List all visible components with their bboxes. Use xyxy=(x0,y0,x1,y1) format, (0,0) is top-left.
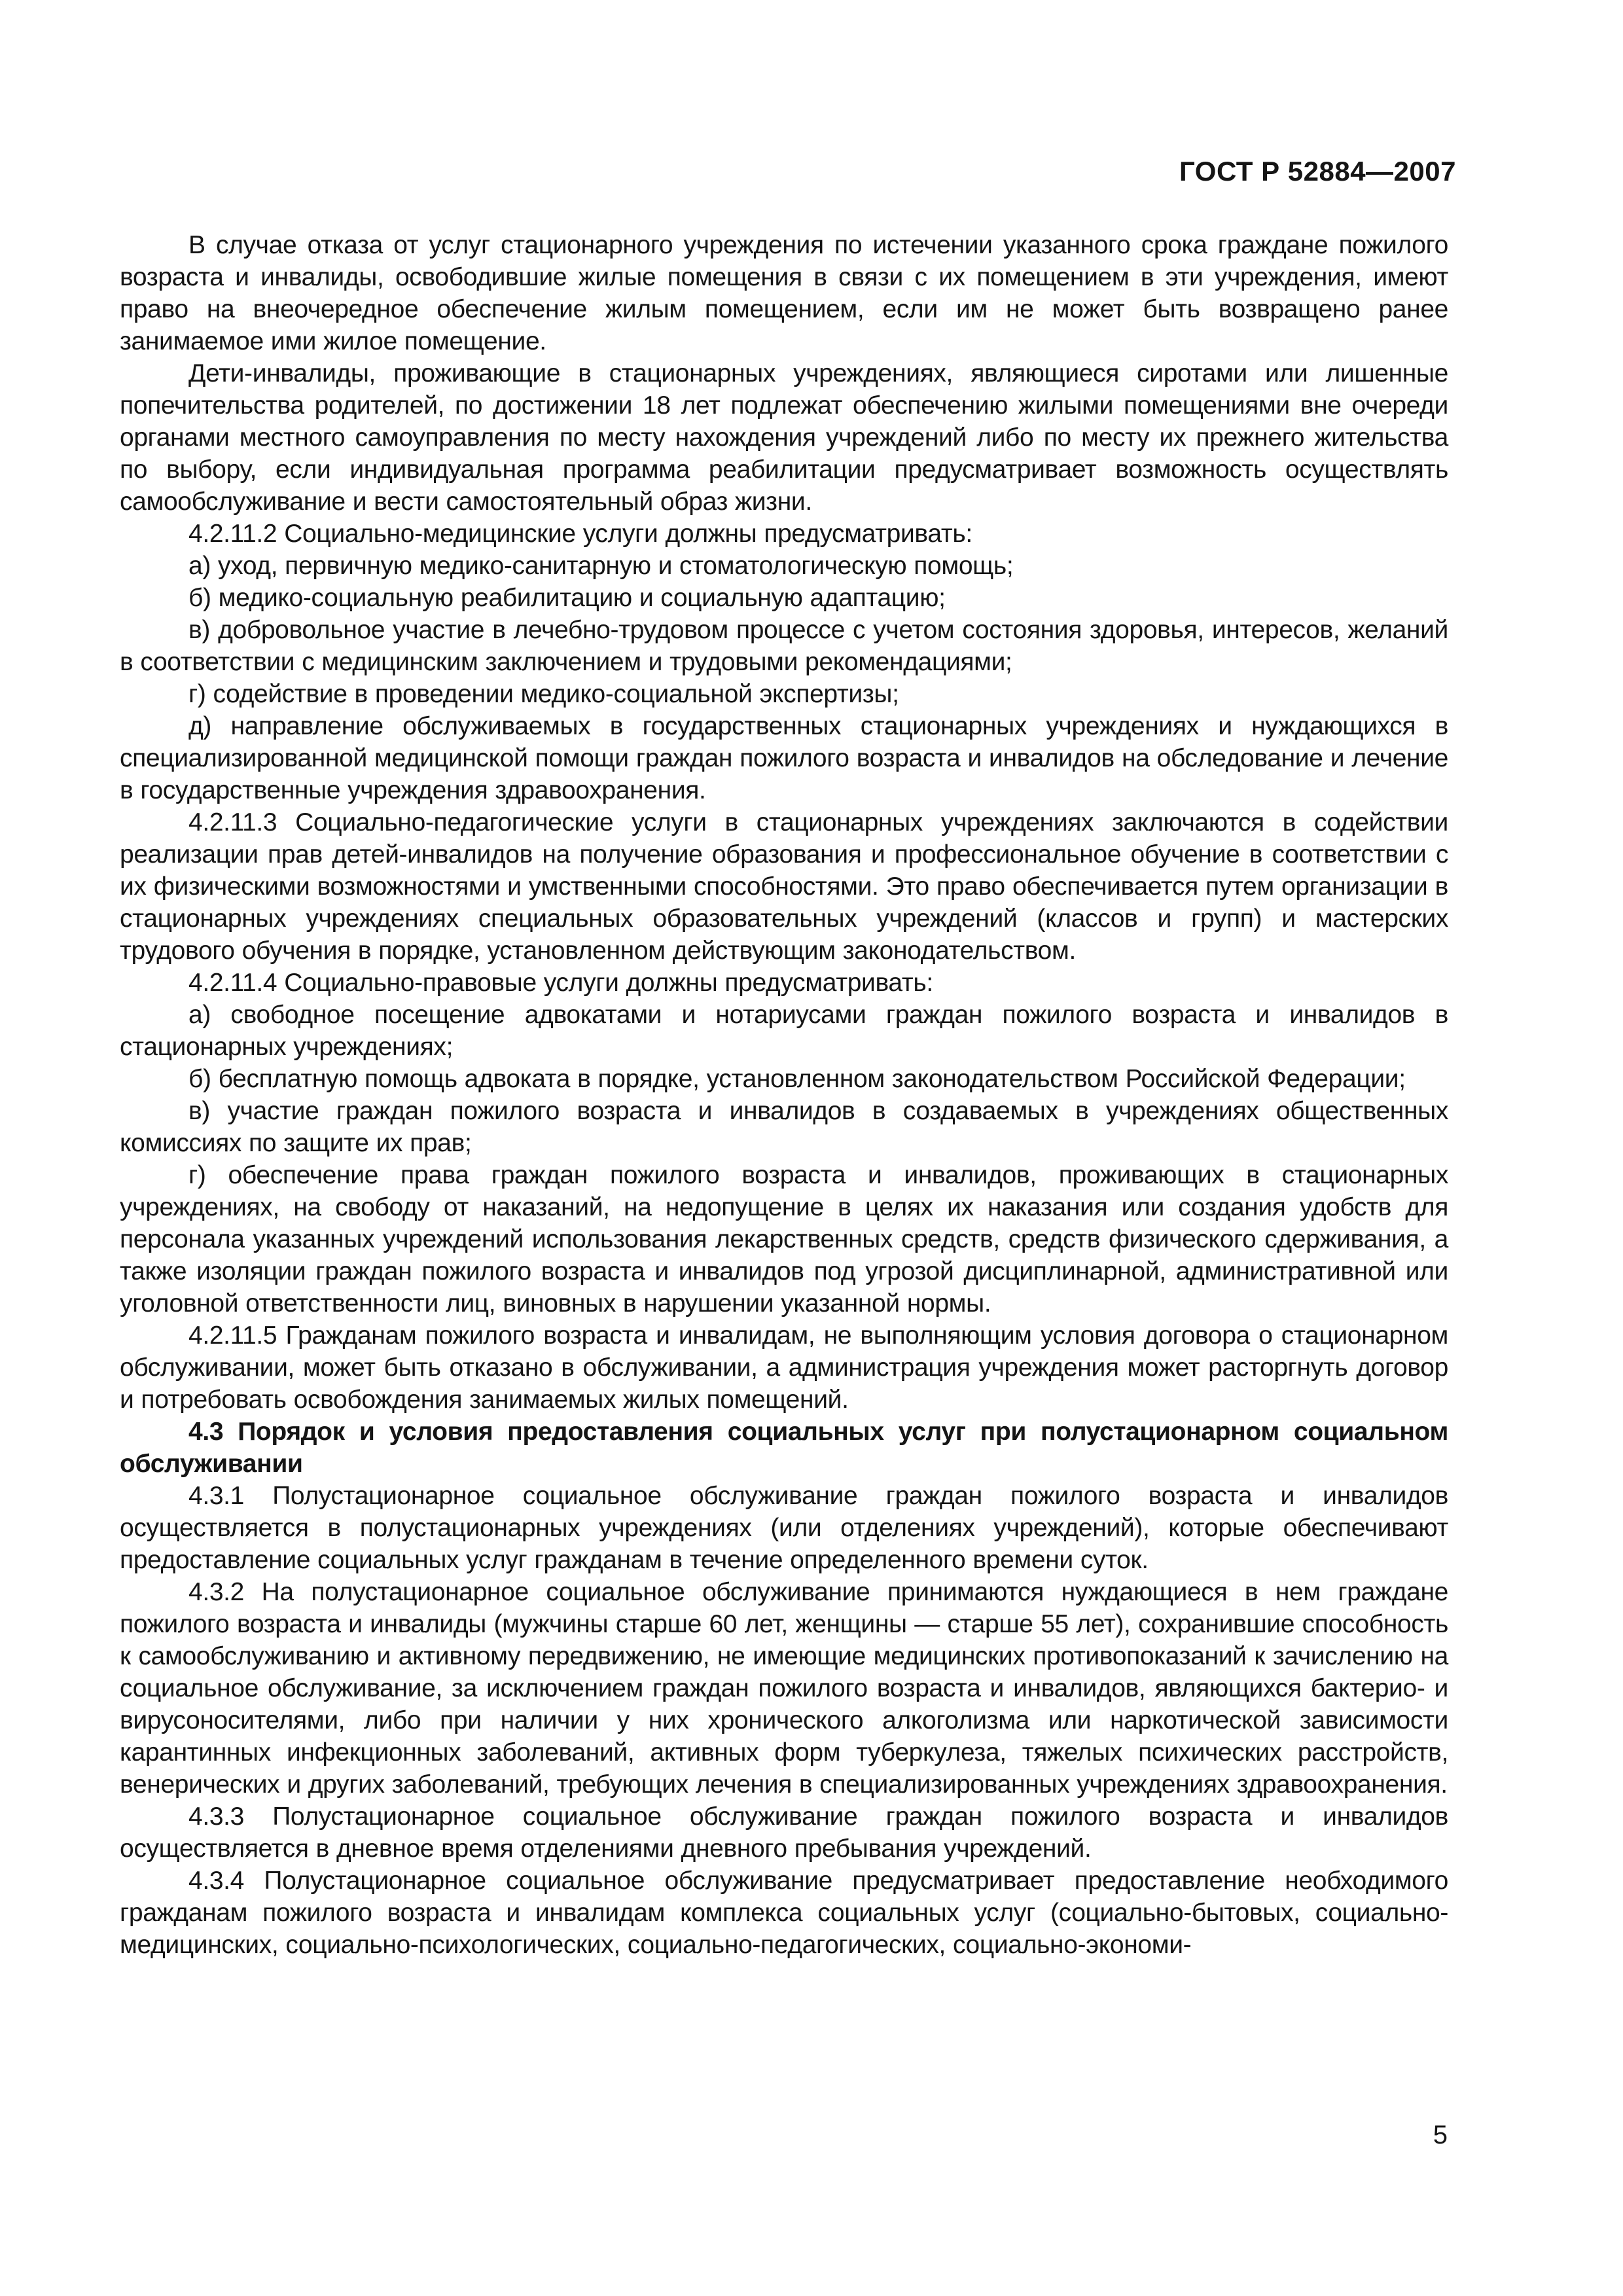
list-item: а) свободное посещение адвокатами и нотариусами граждан пожилого возраста и инвалидов в стационарных учреждениях; xyxy=(120,1001,1448,1061)
list-item: б) медико-социальную реабилитацию и социальную адаптацию; xyxy=(188,584,946,612)
paragraph: 4.3.4 Полустационарное социальное обслуживание предусматривает предоставление необходимого гражданам пожилого возраста и инвалидам комплекса социальных услуг (социально-бытовых, социально-медицинских, социально-психологических, социально-педагогических, социально-экономи- xyxy=(120,1867,1448,1959)
list-item: б) бесплатную помощь адвоката в порядке, установленном законодательством Российской Федерации; xyxy=(188,1065,1406,1093)
page-number: 5 xyxy=(1433,2121,1448,2149)
paragraph: 4.3.1 Полустационарное социальное обслуживание граждан пожилого возраста и инвалидов осуществляется в полустационарных учреждениях (или отделениях учреждений), которые обеспечивают предоставление социальных услуг гражданам в течение определенного времени суток. xyxy=(120,1482,1448,1574)
document-code: ГОСТ Р 52884—2007 xyxy=(1179,156,1456,187)
paragraph: 4.3.3 Полустационарное социальное обслуживание граждан пожилого возраста и инвалидов осуществляется в дневное время отделениями дневного пребывания учреждений. xyxy=(120,1803,1448,1863)
paragraph: 4.3.2 На полустационарное социальное обслуживание принимаются нуждающиеся в нем граждане пожилого возраста и инвалиды (мужчины старше 60 лет, женщины — старше 55 лет), сохранившие способность к самообслуживанию и активному передвижению, не имеющие медицинских противопоказаний к зачислению на социальное обслуживание, за исключением граждан пожилого возраста и инвалидов, являющихся бактерио- и вирусоносителями, либо при наличии у них хронического алкоголизма или наркотической зависимости карантинных инфекционных заболеваний, активных форм туберкулеза, тяжелых психических расстройств, венерических и других заболеваний, требующих лечения в специализированных учреждениях здравоохранения. xyxy=(120,1578,1448,1799)
list-item: г) содействие в проведении медико-социальной экспертизы; xyxy=(188,680,899,708)
paragraph: 4.2.11.2 Социально-медицинские услуги должны предусматривать: xyxy=(188,520,972,548)
page-body xyxy=(120,229,1448,1961)
list-item: в) участие граждан пожилого возраста и инвалидов в создаваемых в учреждениях общественных комиссиях по защите их прав; xyxy=(120,1097,1448,1157)
list-item: д) направление обслуживаемых в государственных стационарных учреждениях и нуждающихся в специализированной медицинской помощи граждан пожилого возраста и инвалидов на обследование и лечение в государственные учреждения здравоохранения. xyxy=(120,712,1448,804)
paragraph: 4.2.11.5 Гражданам пожилого возраста и инвалидам, не выполняющим условия договора о стационарном обслуживании, может быть отказано в обслуживании, а администрация учреждения может расторгнуть договор и потребовать освобождения занимаемых жилых помещений. xyxy=(120,1321,1448,1414)
list-item: г) обеспечение права граждан пожилого возраста и инвалидов, проживающих в стационарных учреждениях, на свободу от наказаний, на недопущение в целях их наказания или создания удобств для персонала указанных учреждений использования лекарственных средств, средств физического сдерживания, а также изоляции граждан пожилого возраста и инвалидов под угрозой дисциплинарной, административной или уголовной ответственности лиц, виновных в нарушении указанной нормы. xyxy=(120,1161,1448,1318)
paragraph: Дети-инвалиды, проживающие в стационарных учреждениях, являющиеся сиротами или лишенные попечительства родителей, по достижении 18 лет подлежат обеспечению жилыми помещениями вне очереди органами местного самоуправления по месту нахождения учреждений либо по месту их прежнего жительства по выбору, если индивидуальная программа реабилитации предусматривает возможность осуществлять самообслуживание и вести самостоятельный образ жизни. xyxy=(120,359,1448,516)
paragraph: 4.2.11.4 Социально-правовые услуги должны предусматривать: xyxy=(188,969,933,997)
paragraph: 4.2.11.3 Социально-педагогические услуги в стационарных учреждениях заключаются в содействии реализации прав детей-инвалидов на получение образования и профессиональное обучение в соответствии с их физическими возможностями и умственными способностями. Это право обеспечивается путем организации в стационарных учреждениях специальных образовательных учреждений (классов и групп) и мастерских трудового обучения в порядке, установленном действующим законодательством. xyxy=(120,808,1448,965)
paragraph: В случае отказа от услуг стационарного учреждения по истечении указанного срока граждане пожилого возраста и инвалиды, освободившие жилые помещения в связи с их помещением в эти учреждения, имеют право на внеочередное обеспечение жилым помещением, если им не может быть возвращено ранее занимаемое ими жилое помещение. xyxy=(120,231,1448,355)
section-heading: 4.3 Порядок и условия предоставления социальных услуг при полустационарном социальном обслуживании xyxy=(120,1418,1448,1478)
list-item: а) уход, первичную медико-санитарную и стоматологическую помощь; xyxy=(188,552,1014,580)
list-item: в) добровольное участие в лечебно-трудовом процессе с учетом состояния здоровья, интересов, желаний в соответствии с медицинским заключением и трудовыми рекомендациями; xyxy=(120,616,1448,676)
